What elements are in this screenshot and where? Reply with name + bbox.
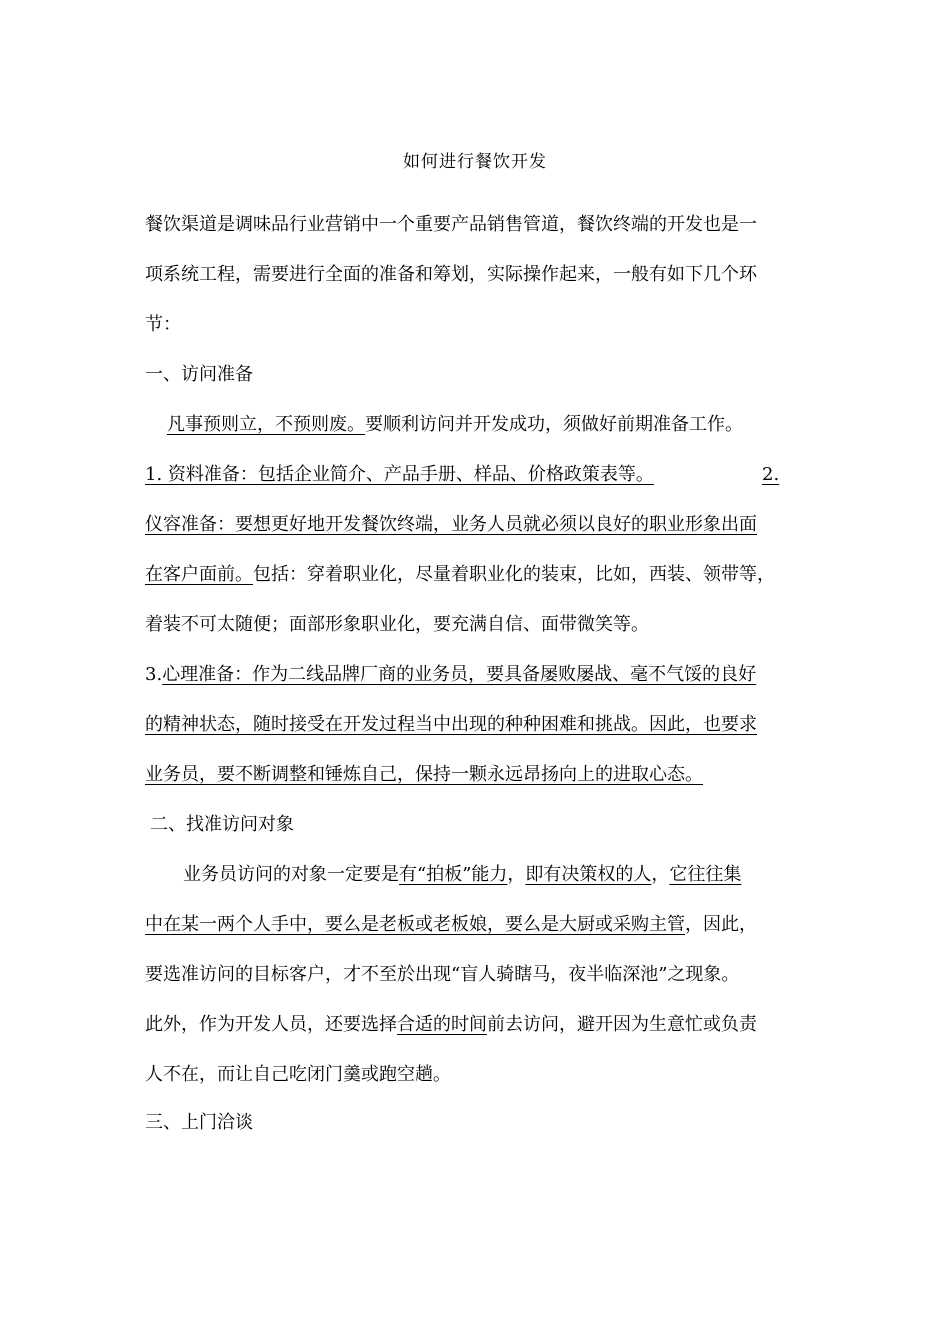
- section2-line4-a: 此外，作为开发人员，还要选择: [145, 1014, 397, 1035]
- section1-item2-line3: 着装不可太随便；面部形象职业化，要充满自信、面带微笑等。: [145, 614, 649, 635]
- section3-heading: 三、上门洽谈: [145, 1112, 253, 1133]
- section1-item2-line1-text: 仪容准备：要想更好地开发餐饮终端，业务人员就必须以良好的职业形象出面: [145, 514, 757, 535]
- section2-line2: [145, 912, 805, 938]
- section1-item1: [145, 462, 805, 488]
- section1-item2-number: 2.: [762, 464, 780, 485]
- intro-line-2: 项系统工程，需要进行全面的准备和筹划，实际操作起来，一般有如下几个环: [145, 264, 757, 285]
- section1-lead-rest: 要顺利访问并开发成功，须做好前期准备工作。: [365, 414, 743, 435]
- section2-line1-c: ，: [507, 864, 526, 885]
- section1-item2-line1: [145, 512, 805, 538]
- intro-line-1: 餐饮渠道是调味品行业营销中一个重要产品销售管道，餐饮终端的开发也是一: [145, 214, 757, 235]
- section2-line5: 人不在，而让自己吃闭门羹或跑空趟。: [145, 1064, 451, 1085]
- section2-line1-b: 有“拍板”能力: [399, 864, 508, 885]
- section1-item3-line1: [145, 662, 805, 688]
- section1-item3-line2-text: 的精神状态，随时接受在开发过程当中出现的种种困难和挑战。因此，也要求: [145, 714, 757, 735]
- section1-heading: 一、访问准备: [145, 364, 253, 385]
- section2-line1: [145, 862, 843, 888]
- section1-item3-line3-text: 业务员，要不断调整和锤炼自己，保持一颗永远昂扬向上的进取心态。: [145, 764, 703, 785]
- section2-line2-a: 中在某一两个人手中，要么是老板或老板娘，要么是大厨或采购主管: [145, 914, 685, 935]
- section1-item2-line2-rest: 包括：穿着职业化，尽量着职业化的装束，比如，西装、领带等，: [253, 564, 775, 585]
- section2-line1-f: 它往往集: [669, 864, 742, 885]
- section1-lead-underlined: 凡事预则立，不预则废。: [167, 414, 365, 435]
- section2-heading: 二、找准访问对象: [150, 814, 294, 835]
- intro-line-3: 节：: [145, 314, 181, 335]
- section2-line4: [145, 1012, 805, 1038]
- section1-item3-number: 3.: [145, 664, 163, 685]
- section2-line4-b: 合适的时间: [397, 1014, 487, 1035]
- document-title: 如何进行餐饮开发: [403, 152, 547, 172]
- section2-line2-b: ，因此，: [685, 914, 757, 935]
- section1-item1-text: 1. 资料准备：包括企业简介、产品手册、样品、价格政策表等。: [145, 464, 654, 485]
- section2-line4-c: 前去访问，避开因为生意忙或负责: [487, 1014, 757, 1035]
- section2-line3: 要选准访问的目标客户，才不至於出现“盲人骑瞎马，夜半临深池”之现象。: [145, 964, 740, 985]
- section2-line1-d: 即有决策权的人: [525, 864, 652, 885]
- section1-item2-line2: [145, 562, 805, 588]
- section1-item3-line3: [145, 762, 805, 788]
- section1-lead: [145, 412, 827, 438]
- section1-item3-line2: [145, 712, 805, 738]
- section2-line1-e: ，: [651, 864, 670, 885]
- section1-item3-line1-text: 心理准备：作为二线品牌厂商的业务员，要具备屡败屡战、毫不气馁的良好: [162, 664, 757, 685]
- section1-item2-line2-underlined: 在客户面前。: [145, 564, 253, 585]
- section2-line1-a: 业务员访问的对象一定要是: [183, 864, 399, 885]
